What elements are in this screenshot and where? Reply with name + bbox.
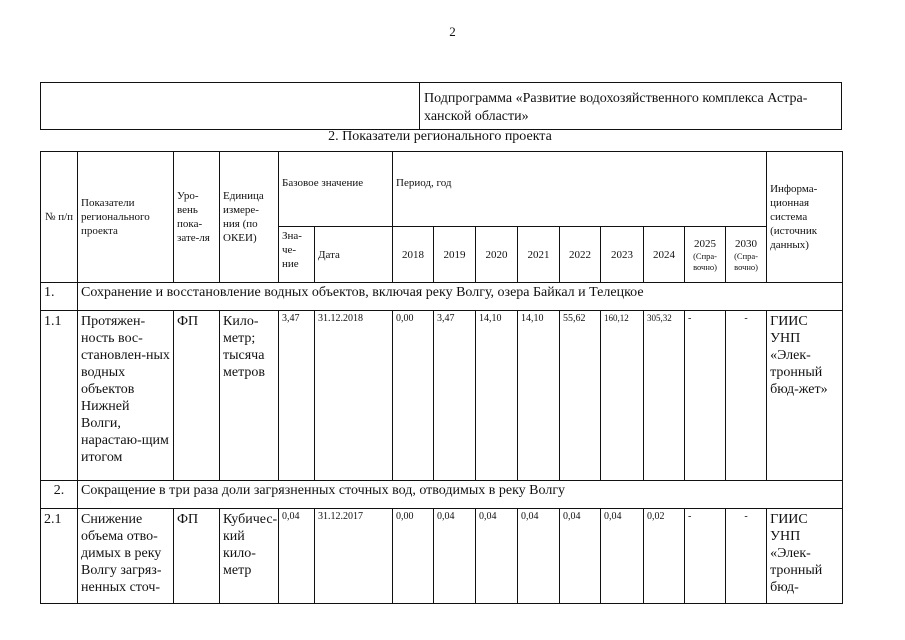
section-num: 2.	[41, 481, 78, 509]
row-source: ГИИС УНП «Элек-тронный бюд-	[767, 509, 843, 604]
section-heading: Сокращение в три раза доли загрязненных сточных вод, отводимых в реку Волгу	[78, 481, 843, 509]
row-num: 1.1	[41, 311, 78, 481]
header-period: Период, год	[393, 152, 767, 227]
section-heading: Сохранение и восстановление водных объектов, включая реку Волгу, озера Байкал и Телецкое	[78, 283, 843, 311]
row-indicator: Снижение объема отво-димых в реку Волгу загряз-ненных сточ-	[78, 509, 174, 604]
row-year-value: 14,10	[518, 311, 560, 481]
row-level: ФП	[174, 311, 220, 481]
section-row	[41, 283, 843, 311]
table-row	[41, 509, 843, 604]
subprogram-box	[40, 82, 842, 130]
header-value: Зна-че-ние	[279, 227, 315, 283]
header-unit: Единица измере-ния (по ОКЕИ)	[220, 152, 279, 283]
row-base-value: 0,04	[279, 509, 315, 604]
row-unit: Кубичес-кий кило-метр	[220, 509, 279, 604]
row-year-value: 55,62	[560, 311, 601, 481]
table-row	[41, 311, 843, 481]
header-year: 2018	[393, 227, 434, 283]
row-year-value: 3,47	[434, 311, 476, 481]
row-2025-value: -	[685, 311, 726, 481]
reference-note: (Спра-вочно)	[693, 250, 717, 272]
header-year: 2022	[560, 227, 601, 283]
row-year-value: 0,04	[560, 509, 601, 604]
row-year-value: 305,32	[644, 311, 685, 481]
header-year-2030	[726, 227, 767, 283]
header-year: 2021	[518, 227, 560, 283]
header-year: 2024	[644, 227, 685, 283]
row-unit: Кило-метр; тысяча метров	[220, 311, 279, 481]
year-2025-label: 2025	[694, 237, 717, 250]
header-level: Уро-вень пока-зате-ля	[174, 152, 220, 283]
row-year-value: 0,00	[393, 509, 434, 604]
row-year-value: 0,02	[644, 509, 685, 604]
row-year-value: 0,04	[476, 509, 518, 604]
row-base-date: 31.12.2018	[315, 311, 393, 481]
header-year: 2023	[601, 227, 644, 283]
row-year-value: 0,00	[393, 311, 434, 481]
indicators-table	[40, 151, 843, 604]
section-title: 2. Показатели регионального проекта	[328, 129, 552, 144]
header-indicator: Показатели регионального проекта	[78, 152, 174, 283]
section-num: 1.	[41, 283, 78, 311]
row-year-value: 14,10	[476, 311, 518, 481]
row-year-value: 0,04	[434, 509, 476, 604]
blank-cell	[41, 83, 420, 129]
header-year: 2020	[476, 227, 518, 283]
header-date: Дата	[315, 227, 393, 283]
reference-note: (Спра-вочно)	[734, 250, 758, 272]
row-base-date: 31.12.2017	[315, 509, 393, 604]
row-2030-value: -	[726, 509, 767, 604]
header-base: Базовое значение	[279, 152, 393, 227]
year-2030-label: 2030	[735, 237, 758, 250]
page-number: 2	[449, 24, 456, 39]
header-source: Информа-ционная система (источник данных)	[767, 152, 843, 283]
row-year-value: 160,12	[601, 311, 644, 481]
row-indicator: Протяжен-ность вос-становлен-ных водных объектов Нижней Волги, нарастаю-щим итогом	[78, 311, 174, 481]
header-num: № п/п	[41, 152, 78, 283]
subprogram-title: Подпрограмма «Развитие водохозяйственного комплекса Астра-ханской области»	[424, 91, 808, 124]
row-num: 2.1	[41, 509, 78, 604]
row-base-value: 3,47	[279, 311, 315, 481]
header-year: 2019	[434, 227, 476, 283]
row-2025-value: -	[685, 509, 726, 604]
header-year-2025	[685, 227, 726, 283]
row-source: ГИИС УНП «Элек-тронный бюд-жет»	[767, 311, 843, 481]
row-2030-value: -	[726, 311, 767, 481]
section-row	[41, 481, 843, 509]
row-year-value: 0,04	[601, 509, 644, 604]
row-year-value: 0,04	[518, 509, 560, 604]
row-level: ФП	[174, 509, 220, 604]
